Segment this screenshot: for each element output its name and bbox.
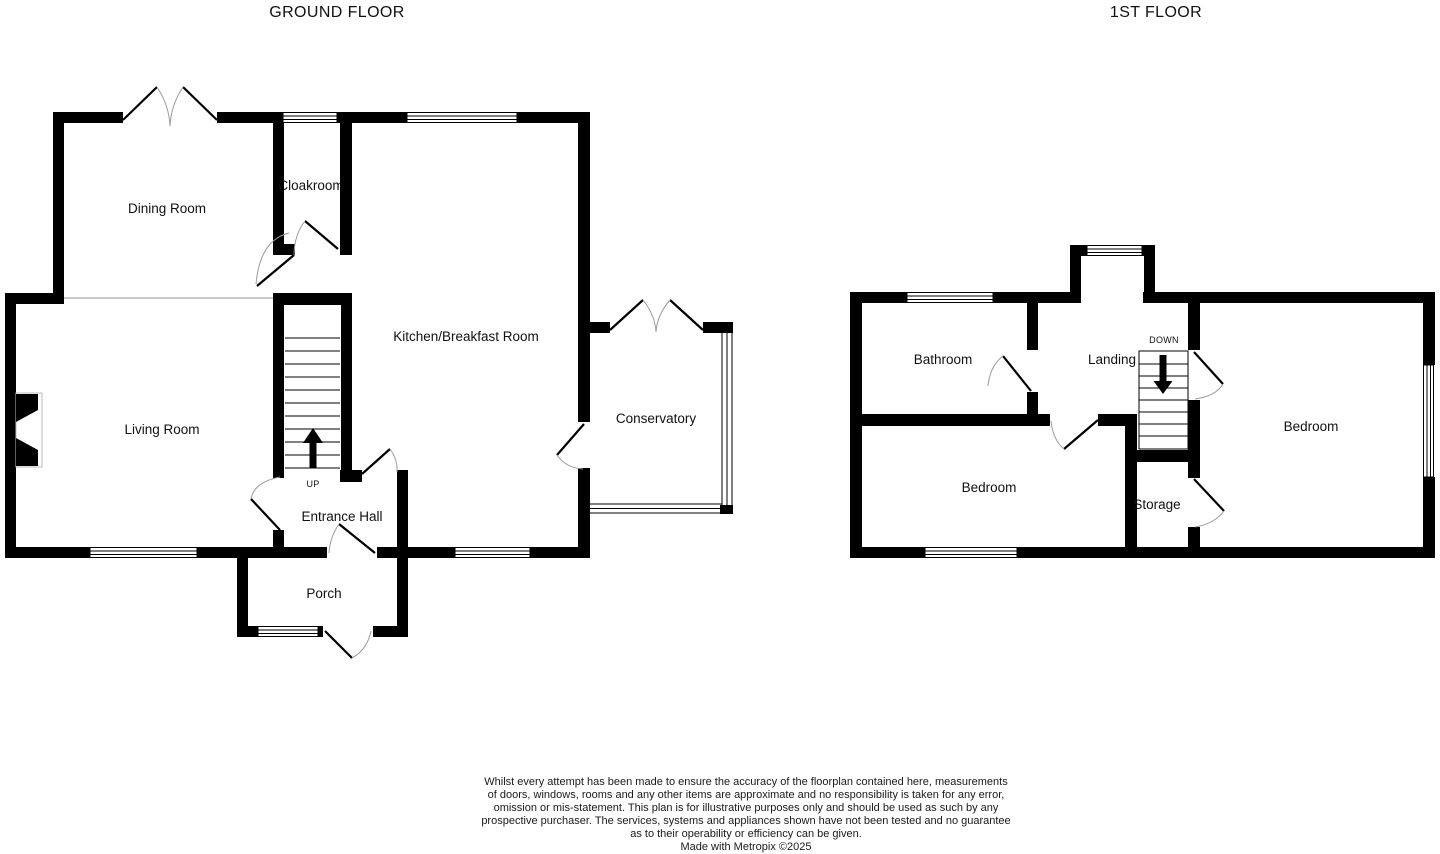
conservatory-french-doors (610, 300, 703, 332)
ground-floor-doors (123, 87, 703, 658)
porch-window (258, 627, 318, 637)
bathroom-window (907, 293, 993, 303)
cloakroom-door (294, 221, 338, 256)
bedroom-left-window (925, 548, 1017, 558)
disclaimer-line: Whilst every attempt has been made to ensure the accuracy of the floorplan contained here, measurements (484, 776, 1008, 788)
living-room-window (90, 548, 197, 558)
bedroom-right-window (1424, 365, 1434, 477)
ground-floor-walls (5, 112, 733, 637)
storage-door (1194, 479, 1224, 527)
first-floor-title: 1ST FLOOR (1109, 4, 1203, 21)
landing-window (1087, 246, 1142, 256)
bedroom-right-door (1194, 352, 1223, 399)
conservatory-door (557, 424, 584, 469)
room-label-kitchen: Kitchen/Breakfast Room (393, 329, 539, 344)
room-label-storage: Storage (1133, 497, 1181, 512)
room-label-dining-room: Dining Room (127, 201, 207, 216)
hall-porch-door (329, 524, 375, 553)
bedroom-left-door (1051, 420, 1098, 449)
stairs-up-label: UP (306, 479, 320, 489)
room-label-cloakroom: Cloakroom (278, 178, 344, 193)
fireplace (16, 393, 42, 467)
room-label-living-room: Living Room (124, 422, 200, 437)
disclaimer-line: of doors, windows, rooms and any other items are approximate and no responsibility is taken for any error, (487, 789, 1005, 801)
porch-front-door (325, 631, 371, 658)
bathroom-door (988, 356, 1031, 391)
kitchen-window (407, 113, 517, 123)
disclaimer-line: as to their operability or efficiency can be given. (630, 828, 862, 840)
metropix-credit: Made with Metropix ©2025 (680, 841, 812, 853)
kitchen-door (362, 449, 397, 474)
kitchen-rear-window (455, 548, 530, 558)
room-label-bathroom: Bathroom (913, 352, 973, 367)
cloakroom-window (283, 113, 337, 123)
room-label-landing: Landing (1087, 352, 1137, 367)
ground-floor-title: GROUND FLOOR (269, 4, 405, 21)
disclaimer-line: prospective purchaser. The services, systems and appliances shown have not been tested and no guarantee (481, 815, 1011, 827)
stairs-down-label: DOWN (1149, 335, 1179, 345)
room-label-porch: Porch (306, 586, 342, 601)
room-label-bedroom-right: Bedroom (1283, 419, 1339, 434)
room-label-bedroom-left: Bedroom (961, 480, 1017, 495)
stairs-up-arrow (303, 428, 323, 468)
disclaimer-line: omission or mis-statement. This plan is for illustrative purposes only and should be used as such by any (493, 802, 999, 814)
room-label-entrance-hall: Entrance Hall (301, 509, 383, 524)
room-label-conservatory: Conservatory (615, 411, 697, 426)
disclaimer-text (436, 776, 1056, 854)
dining-french-doors (123, 87, 217, 126)
living-room-door (251, 477, 280, 530)
